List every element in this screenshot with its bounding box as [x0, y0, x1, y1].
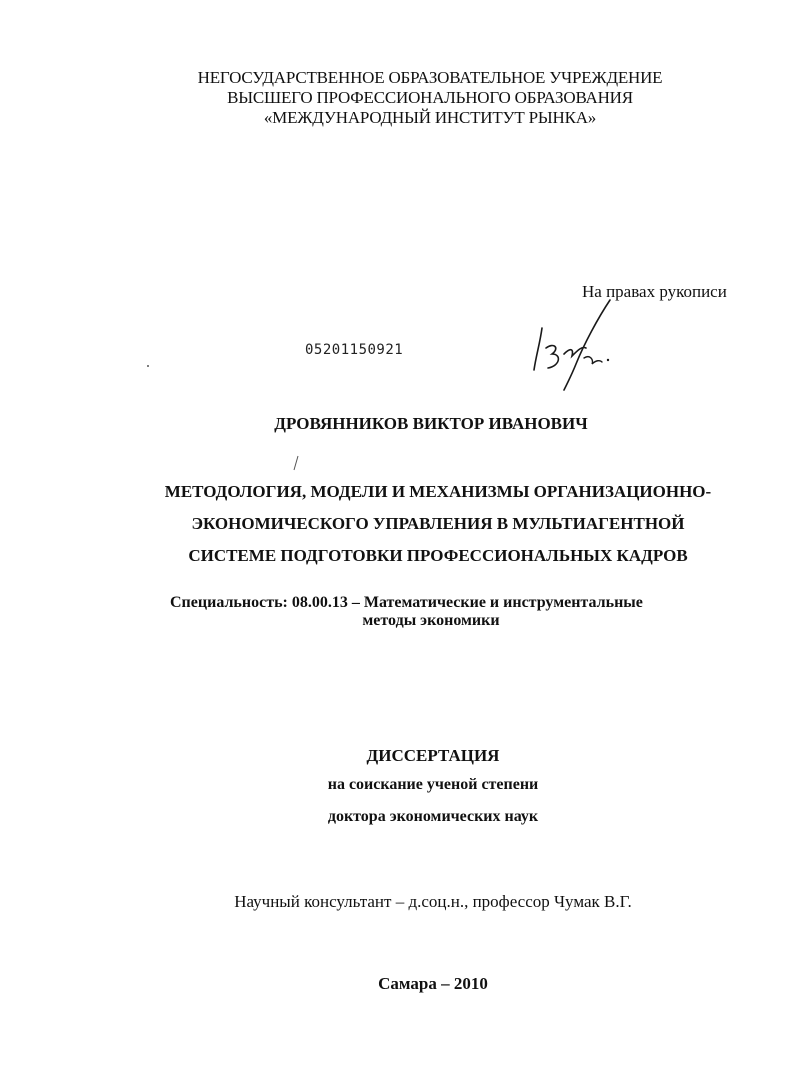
- title-line-1: МЕТОДОЛОГИЯ, МОДЕЛИ И МЕХАНИЗМЫ ОРГАНИЗАЦИОННО-: [164, 482, 712, 501]
- title-line-2: ЭКОНОМИЧЕСКОГО УПРАВЛЕНИЯ В МУЛЬТИАГЕНТНОЙ: [191, 514, 685, 533]
- specialty-line-2: методы экономики: [362, 612, 500, 629]
- institution-line-2: ВЫСШЕГО ПРОФЕССИОНАЛЬНОГО ОБРАЗОВАНИЯ: [227, 88, 633, 107]
- signature-stroke-5: [584, 357, 602, 364]
- author-name: ДРОВЯННИКОВ ВИКТОР ИВАНОВИЧ: [274, 414, 588, 433]
- place-and-year: Самара – 2010: [378, 974, 488, 993]
- scan-speck: [140, 358, 160, 378]
- signature-stroke-1: [534, 328, 542, 370]
- title-line-3: СИСТЕМЕ ПОДГОТОВКИ ПРОФЕССИОНАЛЬНЫХ КАДРОВ: [188, 546, 688, 565]
- degree-line-1: на соискание ученой степени: [327, 776, 539, 793]
- signature-dot: [607, 359, 609, 361]
- dissertation-title: [48, 476, 794, 572]
- pencil-tick-mark: [288, 454, 308, 474]
- institution-line-3: «МЕЖДУНАРОДНЫЙ ИНСТИТУТ РЫНКА»: [263, 108, 597, 127]
- registration-code: 05201150921: [305, 342, 404, 358]
- manuscript-rights-note: На правах рукописи: [582, 282, 727, 301]
- degree-line-2: доктора экономических наук: [327, 808, 539, 825]
- scientific-consultant: Научный консультант – д.соц.н., профессор Чумак В.Г.: [234, 892, 632, 911]
- institution-line-1: НЕГОСУДАРСТВЕННОЕ ОБРАЗОВАТЕЛЬНОЕ УЧРЕЖДЕНИЕ: [197, 68, 663, 87]
- institution-header: [40, 68, 794, 128]
- handwritten-signature: [518, 298, 628, 398]
- signature-stroke-2: [546, 346, 558, 368]
- specialty-line-1: Специальность: 08.00.13 – Математические и инструментальные: [170, 594, 643, 611]
- document-type: ДИССЕРТАЦИЯ: [366, 746, 500, 765]
- signature-stroke-4: [564, 300, 610, 390]
